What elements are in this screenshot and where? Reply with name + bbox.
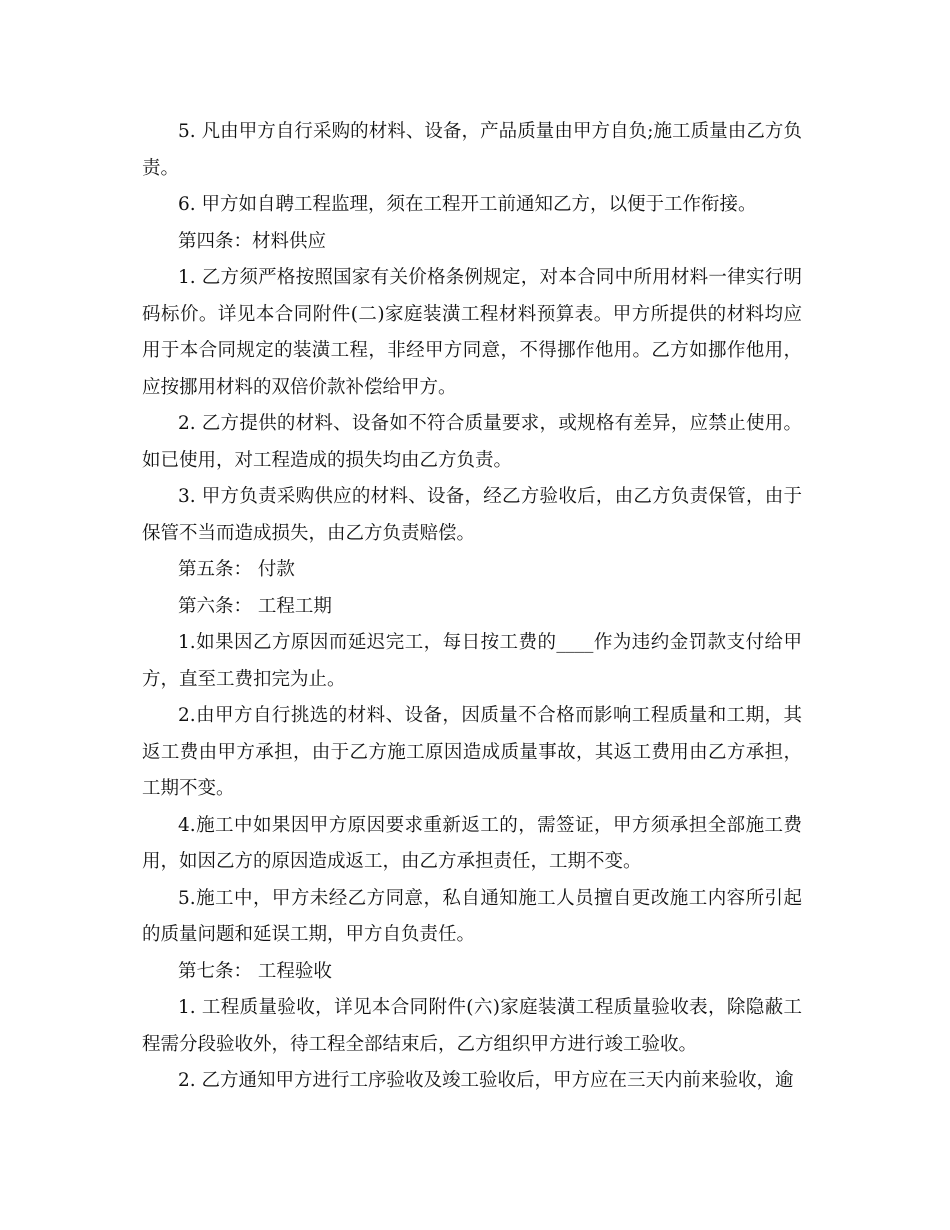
article-6-item-5: 5.施工中，甲方未经乙方同意，私自通知施工人员擅自更改施工内容所引起的质量问题和延误工期，甲方自负责任。 <box>142 887 802 945</box>
article-6-item-1: 1.如果因乙方原因而延迟完工，每日按工费的____作为违约金罚款支付给甲方，直至工费扣完为止。 <box>142 632 802 690</box>
article-5-heading: 第五条： 付款 <box>178 559 295 580</box>
document-page <box>142 114 802 1100</box>
clause-item-6-supervision: 6. 甲方如自聘工程监理，须在工程开工前通知乙方，以便于工作衔接。 <box>178 194 757 215</box>
article-6-item-2: 2.由甲方自行挑选的材料、设备，因质量不合格而影响工程质量和工期，其返工费由甲方承担，由于乙方施工原因造成质量事故，其返工费用由乙方承担，工期不变。 <box>142 705 802 799</box>
article-7-heading: 第七条： 工程验收 <box>178 960 332 982</box>
article-7-item-2: 2. 乙方通知甲方进行工序验收及竣工验收后，甲方应在三天内前来验收，逾 <box>178 1070 794 1091</box>
article-7-item-1: 1. 工程质量验收，详见本合同附件(六)家庭装潢工程质量验收表，除隐蔽工程需分段验收外，待工程全部结束后，乙方组织甲方进行竣工验收。 <box>142 997 802 1055</box>
article-4-item-1: 1. 乙方须严格按照国家有关价格条例规定，对本合同中所用材料一律实行明码标价。详见本合同附件(二)家庭装潢工程材料预算表。甲方所提供的材料均应用于本合同规定的装潢工程，非经甲方同意，不得挪作他用。乙方如挪作他用，应按挪用材料的双倍价款补偿给甲方。 <box>142 267 802 398</box>
article-6-item-4: 4.施工中如果因甲方原因要求重新返工的，需签证，甲方须承担全部施工费用，如因乙方的原因造成返工，由乙方承担责任，工期不变。 <box>142 814 802 872</box>
article-6-heading: 第六条： 工程工期 <box>178 595 332 617</box>
clause-item-5-material-quality: 5. 凡由甲方自行采购的材料、设备，产品质量由甲方自负;施工质量由乙方负责。 <box>142 121 802 179</box>
article-4-heading: 第四条：材料供应 <box>178 230 327 252</box>
article-4-item-2: 2. 乙方提供的材料、设备如不符合质量要求，或规格有差异，应禁止使用。如已使用，对工程造成的损失均由乙方负责。 <box>142 413 802 471</box>
article-4-item-3: 3. 甲方负责采购供应的材料、设备，经乙方验收后，由乙方负责保管，由于保管不当而造成损失，由乙方负责赔偿。 <box>142 486 802 544</box>
